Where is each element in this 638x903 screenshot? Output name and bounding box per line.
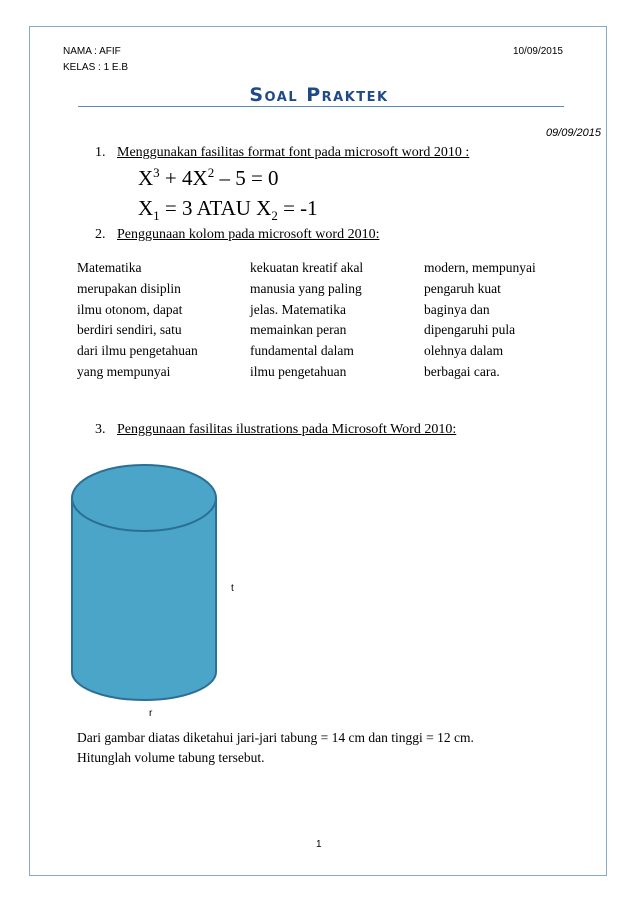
list-number: 2.	[95, 227, 106, 242]
list-text: Penggunaan kolom pada microsoft word 2010:	[117, 227, 380, 242]
header-class: KELAS : 1 E.B	[63, 62, 129, 73]
equation-2: $X_1 = 3$ ATAU $X_2 = -1$	[138, 196, 318, 224]
list-text: Penggunaan fasilitas ilustrations pada Microsoft Word 2010:	[117, 422, 457, 437]
text-column-2: kekuatan kreatif akal manusia yang paling jelas. Matematika memainkan peran fundamental dalam ilmu pengetahuan	[250, 260, 364, 379]
equation-1: $X^3 + 4X^2 - 5 = 0$	[138, 165, 279, 190]
list-item-1	[95, 145, 469, 161]
header-date: 10/09/2015	[512, 46, 563, 57]
list-item-3	[95, 422, 456, 438]
document-title: Soal Praktek	[249, 84, 389, 106]
cylinder-top	[72, 465, 216, 531]
list-number: 1.	[95, 145, 106, 160]
label-radius: r	[149, 708, 153, 719]
cylinder-illustration	[68, 460, 223, 705]
document-date: 09/09/2015	[545, 127, 601, 139]
list-item-2	[95, 227, 379, 243]
text-column-1: Matematika merupakan disiplin ilmu otonom, dapat berdiri sendiri, satu dari ilmu pengetahuan yang mempunyai	[77, 260, 198, 379]
label-height: t	[231, 583, 234, 594]
question-line-1: Dari gambar diatas diketahui jari-jari tabung = 14 cm dan tinggi = 12 cm.	[77, 730, 474, 745]
list-text: Menggunakan fasilitas format font pada microsoft word 2010 :	[117, 145, 470, 160]
title-underline	[78, 106, 564, 107]
question-line-2: Hitunglah volume tabung tersebut.	[77, 750, 265, 765]
page-number: 1	[316, 839, 322, 850]
list-number: 3.	[95, 422, 106, 437]
text-column-3: modern, mempunyai pengaruh kuat baginya dan dipengaruhi pula olehnya dalam berbagai cara.	[424, 260, 536, 379]
header-name: NAMA : AFIF	[63, 46, 121, 57]
